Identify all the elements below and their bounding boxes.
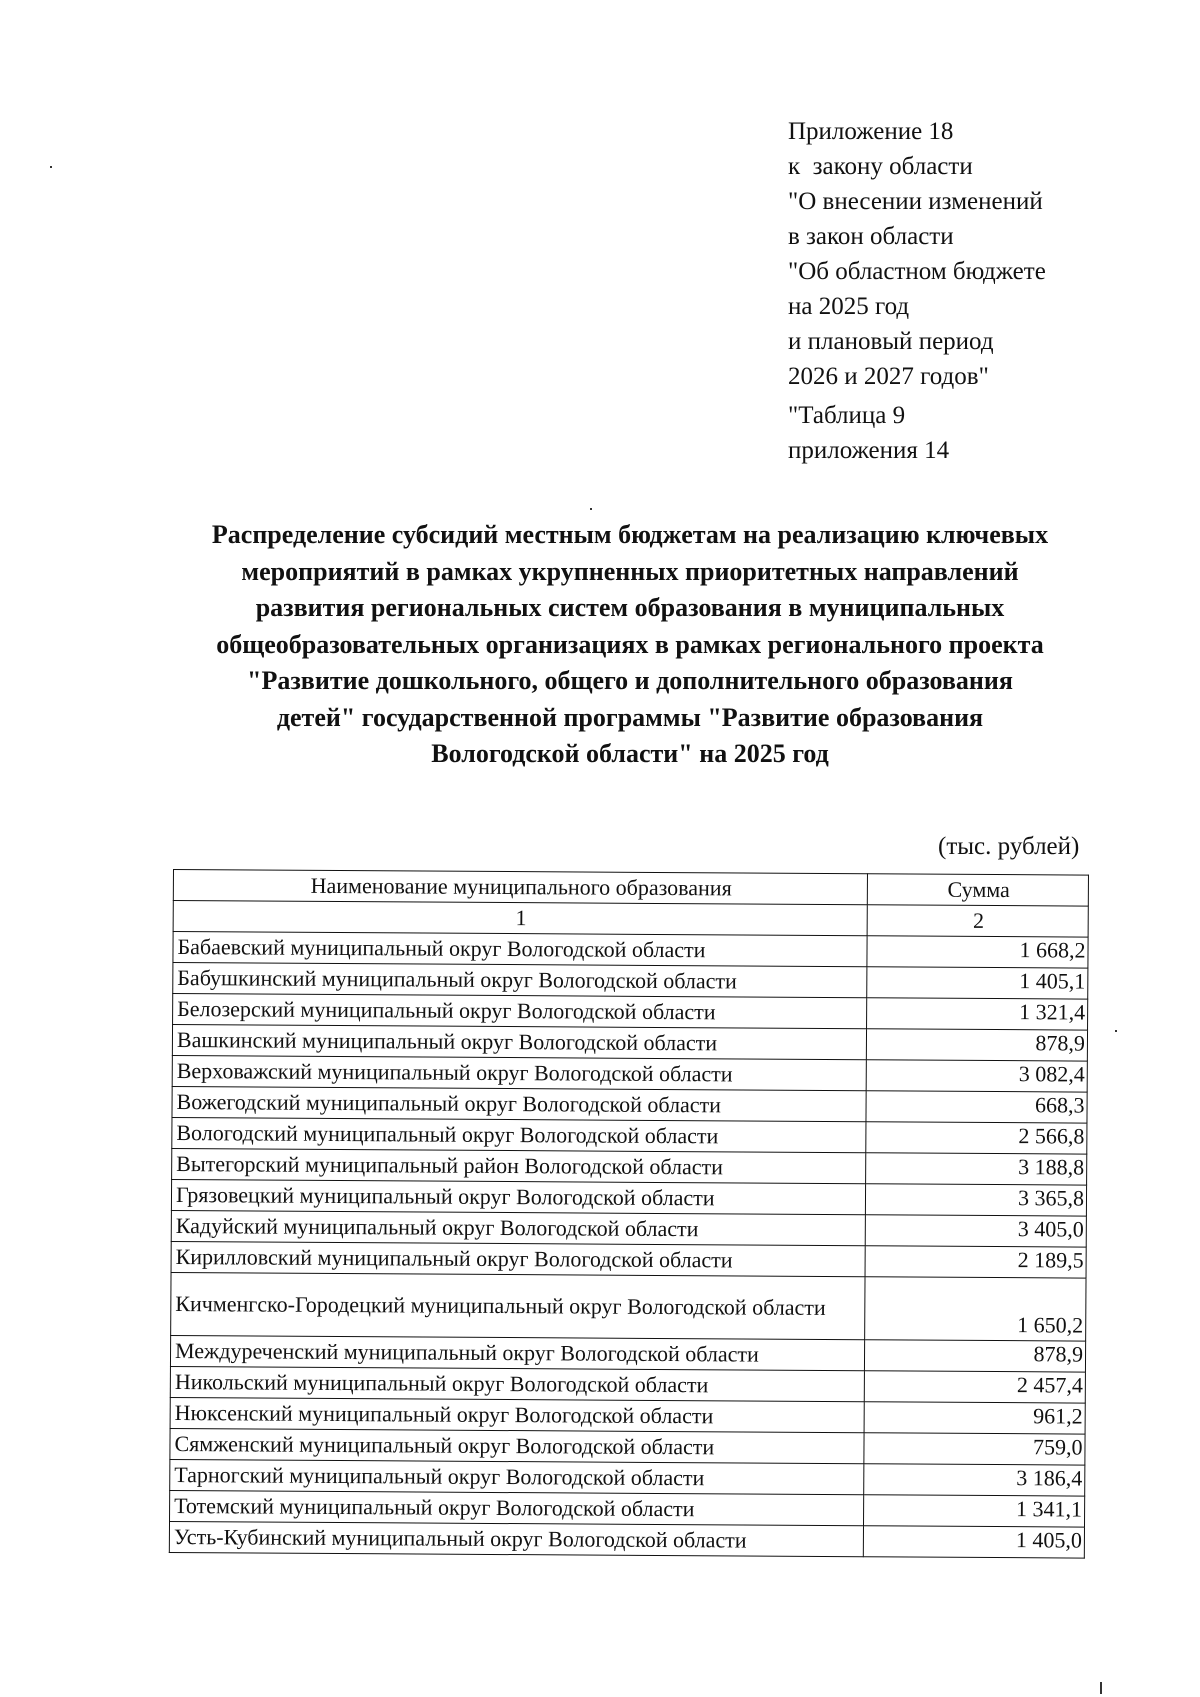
title-line: детей" государственной программы "Развитие образования [276, 702, 984, 732]
subsidy-amount: 1 321,4 [866, 998, 1088, 1030]
title-line: Распределение субсидий местным бюджетам на реализацию ключевых [211, 520, 1049, 549]
municipality-name: Нюксенский муниципальный округ Вологодской области [170, 1397, 864, 1432]
municipality-name: Белозерский муниципальный округ Вологодской области [173, 994, 867, 1029]
municipality-name: Вытегорский муниципальный район Вологодской области [172, 1148, 866, 1183]
scan-speck [1115, 1030, 1117, 1032]
subsidy-amount: 1 405,0 [863, 1526, 1085, 1558]
title-line: "Развитие дошкольного, общего и дополнительного образования [247, 666, 1013, 695]
subsidy-amount: 668,3 [866, 1091, 1088, 1123]
subsidy-amount: 2 457,4 [864, 1371, 1086, 1403]
municipality-name: Тотемский муниципальный округ Вологодской области [170, 1490, 864, 1525]
column-number: 1 [173, 901, 867, 936]
subsidy-amount: 1 341,1 [863, 1495, 1085, 1527]
units-label: (тыс. рублей) [938, 833, 1080, 860]
column-number: 2 [867, 905, 1089, 937]
municipality-name: Кичменгско-Городецкий муниципальный округ Вологодской области [171, 1272, 865, 1339]
municipality-name: Грязовецкий муниципальный округ Вологодской области [171, 1179, 865, 1214]
appendix-line: "Об областном бюджете [788, 258, 1046, 285]
appendix-line: 2026 и 2027 годов" [788, 363, 989, 390]
municipality-name: Верховажский муниципальный округ Вологодской области [172, 1055, 866, 1090]
subsidy-amount: 2 189,5 [865, 1246, 1087, 1278]
subsidy-amount: 3 186,4 [863, 1464, 1085, 1496]
municipality-name: Никольский муниципальный округ Вологодской области [170, 1366, 864, 1401]
appendix-line: Приложение 18 [788, 118, 954, 145]
column-header-amount: Сумма [867, 874, 1089, 906]
title-line: Вологодской области" на 2025 год [431, 739, 829, 768]
title-line: мероприятий в рамках укрупненных приоритетных направлений [241, 556, 1019, 586]
municipality-name: Усть-Кубинский муниципальный округ Вологодской области [169, 1521, 863, 1556]
scan-speck [590, 508, 592, 510]
subsidy-amount: 878,9 [866, 1029, 1088, 1061]
subsidy-amount: 3 365,8 [865, 1184, 1087, 1216]
appendix-line: в закон области [788, 223, 954, 250]
municipality-name: Вожегодский муниципальный округ Вологодской области [172, 1086, 866, 1121]
scan-speck [1100, 1682, 1102, 1694]
subsidy-amount: 1 405,1 [866, 967, 1088, 999]
subsidy-amount: 1 650,2 [864, 1277, 1086, 1341]
appendix-line: приложения 14 [788, 437, 950, 464]
subsidy-amount: 3 082,4 [866, 1060, 1088, 1092]
municipality-name: Бабушкинский муниципальный округ Вологодской области [173, 963, 867, 998]
subsidy-amount: 3 405,0 [865, 1215, 1087, 1247]
municipality-name: Бабаевский муниципальный округ Вологодской области [173, 932, 867, 967]
municipality-name: Кадуйский муниципальный округ Вологодской области [171, 1210, 865, 1245]
appendix-reference [788, 114, 1046, 468]
scan-speck [50, 166, 52, 168]
subsidy-table [169, 869, 1089, 1559]
municipality-name: Кирилловский муниципальный округ Вологодской области [171, 1241, 865, 1276]
appendix-line: "О внесении изменений [788, 188, 1043, 215]
title-line: развития региональных систем образования в муниципальных [255, 593, 1005, 622]
subsidy-amount: 759,0 [863, 1433, 1085, 1465]
document-title [150, 517, 1110, 773]
column-header-name: Наименование муниципального образования [173, 870, 867, 905]
municipality-name: Тарногский муниципальный округ Вологодской области [170, 1459, 864, 1494]
municipality-name: Вологодский муниципальный округ Вологодской области [172, 1117, 866, 1152]
table-row [169, 1521, 1084, 1558]
subsidy-amount: 3 188,8 [865, 1153, 1087, 1185]
municipality-name: Сямженский муниципальный округ Вологодской области [170, 1428, 864, 1463]
subsidy-amount: 961,2 [864, 1402, 1086, 1434]
subsidy-amount: 878,9 [864, 1340, 1086, 1372]
table-row [171, 1272, 1086, 1341]
municipality-name: Вашкинский муниципальный округ Вологодской области [172, 1025, 866, 1060]
appendix-line: и плановый период [788, 328, 994, 355]
municipality-name: Междуреченский муниципальный округ Вологодской области [170, 1335, 864, 1370]
subsidy-amount: 2 566,8 [865, 1122, 1087, 1154]
appendix-line: "Таблица 9 [788, 402, 906, 429]
title-line: общеобразовательных организациях в рамках регионального проекта [216, 629, 1044, 659]
appendix-line: на 2025 год [788, 293, 910, 320]
subsidy-amount: 1 668,2 [867, 936, 1089, 968]
appendix-line: к закону области [788, 153, 973, 180]
